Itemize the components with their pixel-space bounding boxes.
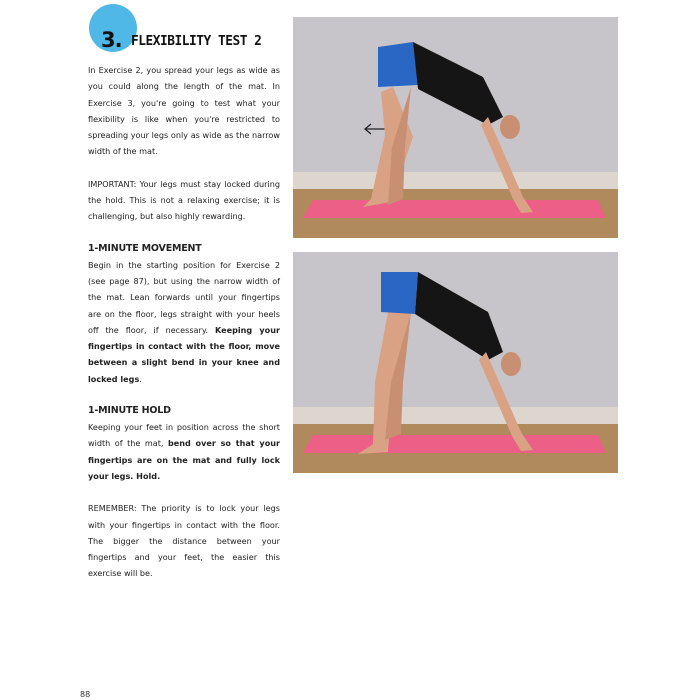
intro-paragraph: In Exercise 2, you spread your legs as wide as you could along the length of the mat. In Exercise 3, you're going to test what your flexibility is like when you're restricted to spreading your legs only as wide as the narrow width of the mat. bbox=[88, 65, 280, 157]
body-text-column bbox=[88, 62, 280, 598]
exercise-photo-movement bbox=[293, 17, 618, 238]
page-title: FLEXIBILITY TEST 2 bbox=[131, 33, 262, 49]
important-paragraph: IMPORTANT: Your legs must stay locked during the hold. This is not a relaxing exercise; it is challenging, but also highly rewarding. bbox=[88, 178, 280, 222]
remember-paragraph: REMEMBER: The priority is to lock your legs with your fingertips in contact with the floor. The bigger the distance between your fingertips and your feet, the easier this exercise will be. bbox=[88, 503, 280, 579]
section-number: 3. bbox=[101, 28, 122, 52]
hold-bold-text: bend over so that your fingertips are on the mat and fully lock your legs. Hold. bbox=[88, 438, 281, 481]
movement-text: Begin in the starting position for Exercise 2 (see page 87), but using the narrow width of the mat. Lean forwards until your fingertips are on the floor, legs straight with your heels off the floor, if necessary. bbox=[88, 259, 280, 335]
movement-bold-text: Keeping your fingertips in contact with the floor, move between a slight bend in your knee and locked legs bbox=[88, 324, 280, 384]
movement-end: . bbox=[139, 373, 142, 384]
page-number: 88 bbox=[80, 690, 91, 699]
exercise-photo-hold bbox=[293, 252, 618, 473]
movement-heading: 1-MINUTE MOVEMENT bbox=[88, 242, 202, 254]
movement-paragraph bbox=[88, 257, 280, 387]
hold-heading: 1-MINUTE HOLD bbox=[88, 405, 171, 417]
hold-text: Keeping your feet in position across the short width of the mat, bbox=[88, 422, 280, 449]
hold-paragraph bbox=[88, 419, 280, 484]
